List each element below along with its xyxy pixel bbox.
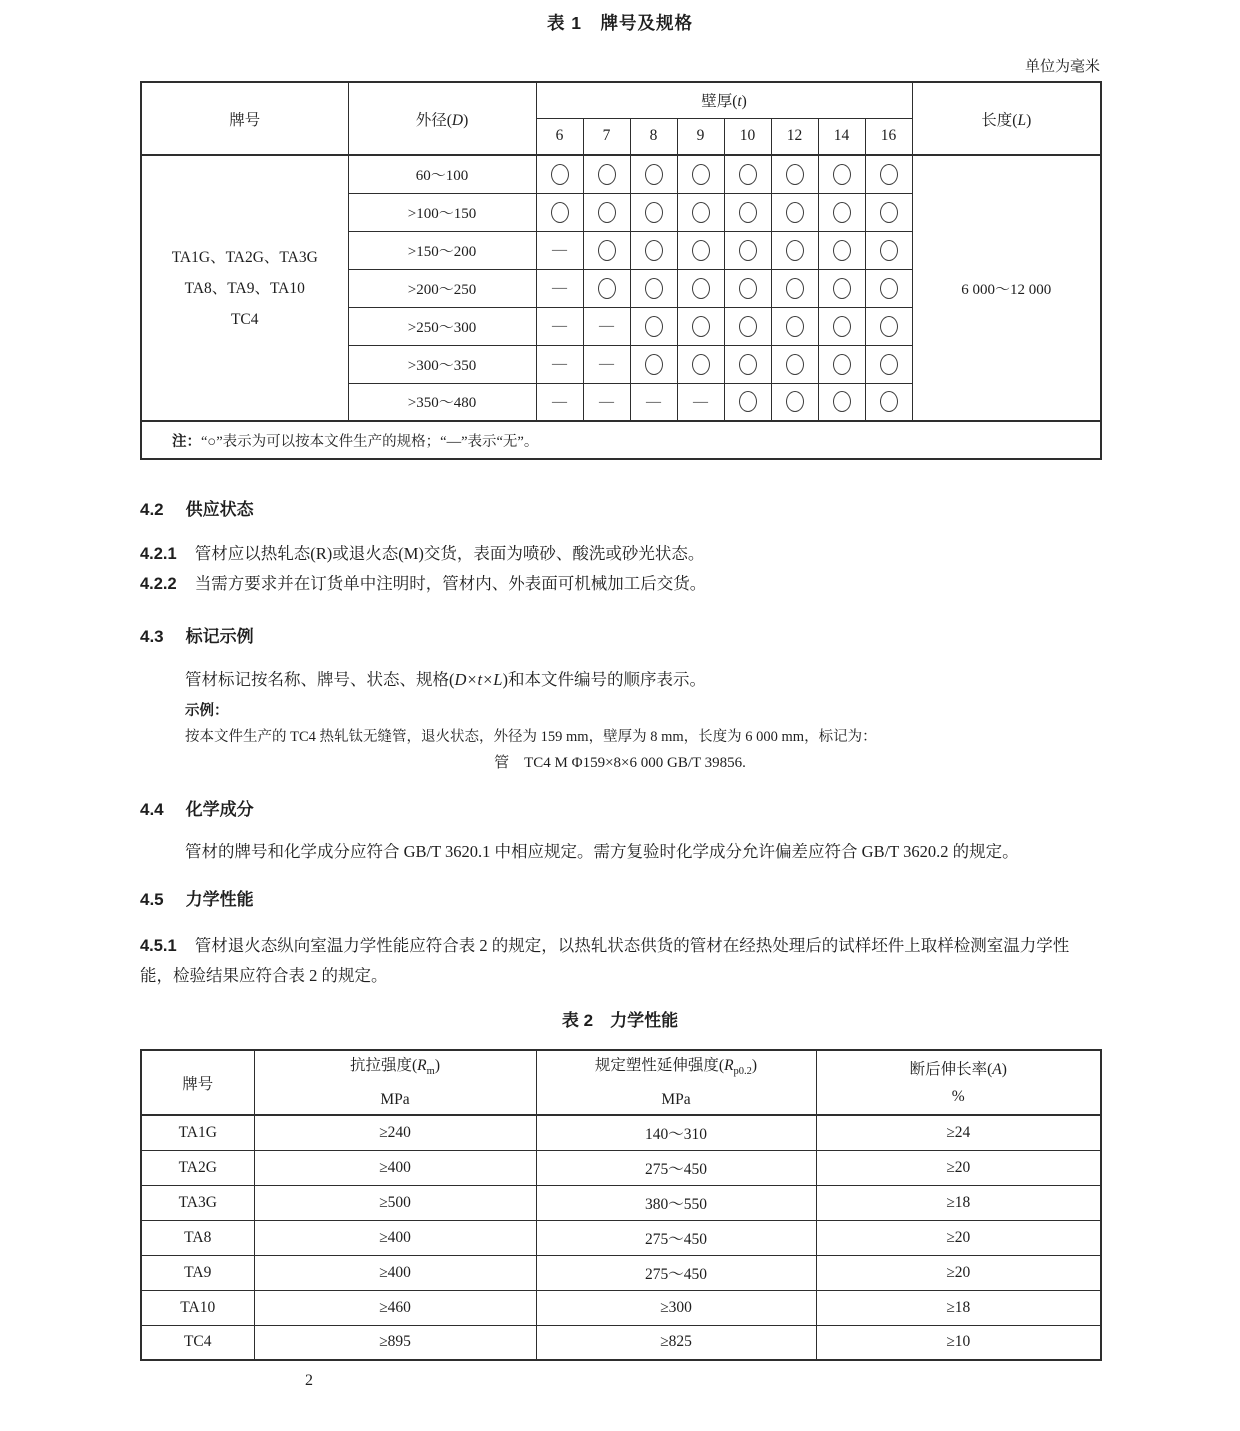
table2-elongation-cell: ≥24 bbox=[816, 1115, 1101, 1150]
table2-tensile-cell: ≥400 bbox=[254, 1220, 536, 1255]
mark-cell bbox=[865, 193, 912, 231]
mark-cell bbox=[724, 155, 771, 193]
table1-note-row bbox=[141, 421, 1101, 459]
header-text: 规定塑性延伸强度( bbox=[594, 1057, 725, 1075]
circle-mark-icon bbox=[598, 278, 616, 299]
table1-row bbox=[141, 155, 1101, 193]
mark-cell bbox=[771, 345, 818, 383]
table2-header-grade: 牌号 bbox=[141, 1050, 254, 1115]
table2-grade-cell: TA1G bbox=[141, 1115, 254, 1150]
circle-mark-icon bbox=[739, 354, 757, 375]
unit-note: 单位为毫米 bbox=[1024, 59, 1100, 75]
grade-line: TA1G、TA2G、TA3G bbox=[171, 248, 318, 266]
diameter-cell: >250～300 bbox=[348, 307, 536, 345]
circle-mark-icon bbox=[645, 164, 663, 185]
table2-elongation-cell: ≥20 bbox=[816, 1255, 1101, 1290]
mark-cell bbox=[724, 231, 771, 269]
mark-cell bbox=[818, 231, 865, 269]
header-line bbox=[255, 1052, 536, 1085]
mark-cell bbox=[630, 155, 677, 193]
clause-number: 4.2.2 bbox=[140, 575, 177, 593]
circle-mark-icon bbox=[786, 202, 804, 223]
mark-cell bbox=[818, 383, 865, 421]
mark-cell bbox=[771, 193, 818, 231]
mark-cell bbox=[724, 269, 771, 307]
table2-tensile-cell: ≥400 bbox=[254, 1255, 536, 1290]
example-text: 按本文件生产的 TC4 热轧钛无缝管，退火状态，外径为 159 mm，壁厚为 8 mm，长度为 6 000 mm，标记为： bbox=[185, 729, 877, 745]
circle-mark-icon bbox=[880, 391, 898, 412]
mark-cell bbox=[818, 155, 865, 193]
proof-strength-subscript: p0.2 bbox=[733, 1066, 752, 1078]
thickness-column-header: 9 bbox=[677, 118, 724, 155]
header-text: ) bbox=[463, 111, 469, 129]
mark-cell bbox=[630, 307, 677, 345]
example-label: 示例： bbox=[185, 703, 229, 719]
mark-cell bbox=[536, 383, 583, 421]
table2-yield-cell: 140～310 bbox=[536, 1115, 816, 1150]
clause-text: 管材应以热轧态(R)或退火态(M)交货，表面为喷砂、酸洗或砂光状态。 bbox=[194, 544, 705, 563]
mark-cell bbox=[771, 231, 818, 269]
mark-cell bbox=[865, 307, 912, 345]
grade-line: TC4 bbox=[230, 310, 259, 328]
unit-label: MPa bbox=[380, 1090, 410, 1108]
note-label: 注： bbox=[172, 433, 201, 450]
clause-4-2-2 bbox=[140, 569, 1100, 599]
mark-cell bbox=[865, 269, 912, 307]
mark-cell bbox=[677, 193, 724, 231]
circle-mark-icon bbox=[645, 202, 663, 223]
section-4-5-heading bbox=[140, 888, 1100, 912]
grade-line: TA8、TA9、TA10 bbox=[184, 279, 305, 297]
page-content bbox=[140, 0, 1100, 1390]
circle-mark-icon bbox=[833, 202, 851, 223]
section-number: 4.5 bbox=[140, 890, 164, 909]
circle-mark-icon bbox=[739, 164, 757, 185]
header-text: ) bbox=[1001, 1060, 1007, 1078]
table2-tensile-cell: ≥240 bbox=[254, 1115, 536, 1150]
diameter-variable: D bbox=[451, 111, 464, 129]
table2-header-tensile-strength bbox=[254, 1050, 536, 1115]
circle-mark-icon bbox=[833, 278, 851, 299]
mark-cell bbox=[583, 193, 630, 231]
dash-mark: — bbox=[599, 393, 614, 410]
section-title: 化学成分 bbox=[185, 800, 254, 819]
circle-mark-icon bbox=[598, 202, 616, 223]
circle-mark-icon bbox=[645, 354, 663, 375]
mark-cell bbox=[630, 345, 677, 383]
header-text: 抗拉强度( bbox=[350, 1057, 418, 1075]
circle-mark-icon bbox=[739, 316, 757, 337]
dash-mark: — bbox=[552, 280, 567, 296]
clause-number: 4.2.1 bbox=[140, 545, 177, 563]
mark-cell bbox=[818, 269, 865, 307]
section-4-3-heading bbox=[140, 625, 1100, 649]
mark-cell bbox=[677, 383, 724, 421]
diameter-cell: >150～200 bbox=[348, 231, 536, 269]
table2-caption: 表 2 力学性能 bbox=[561, 1011, 679, 1030]
page-number: 2 bbox=[305, 1372, 313, 1389]
unit-label: % bbox=[951, 1087, 965, 1105]
mark-cell bbox=[818, 307, 865, 345]
table1-header-outer-diameter bbox=[348, 82, 536, 155]
mark-cell bbox=[865, 383, 912, 421]
dash-mark: — bbox=[693, 393, 708, 410]
mark-cell bbox=[677, 307, 724, 345]
section-title: 供应状态 bbox=[185, 500, 254, 519]
table2-tensile-cell: ≥460 bbox=[254, 1290, 536, 1325]
table2-tensile-cell: ≥500 bbox=[254, 1185, 536, 1220]
table2-yield-cell: 275～450 bbox=[536, 1255, 816, 1290]
mark-cell bbox=[583, 155, 630, 193]
clause-4-5-1 bbox=[140, 931, 1100, 990]
table2-elongation-cell: ≥18 bbox=[816, 1185, 1101, 1220]
table2-yield-cell: 380～550 bbox=[536, 1185, 816, 1220]
thickness-column-header: 7 bbox=[583, 118, 630, 155]
section-number: 4.4 bbox=[140, 800, 164, 819]
table2-yield-cell: 275～450 bbox=[536, 1150, 816, 1185]
length-variable: L bbox=[1017, 111, 1027, 129]
mark-cell bbox=[771, 269, 818, 307]
table2-body bbox=[141, 1115, 1101, 1360]
table1 bbox=[140, 81, 1102, 460]
table2-header-proof-strength bbox=[536, 1050, 816, 1115]
header-text: ) bbox=[741, 93, 747, 111]
mark-cell bbox=[536, 345, 583, 383]
mark-cell bbox=[724, 345, 771, 383]
table2-elongation-cell: ≥20 bbox=[816, 1150, 1101, 1185]
dash-mark: — bbox=[646, 393, 661, 410]
circle-mark-icon bbox=[692, 164, 710, 185]
mark-cell bbox=[536, 231, 583, 269]
header-text: ) bbox=[751, 1057, 758, 1075]
table2-row bbox=[141, 1185, 1101, 1220]
mark-cell bbox=[677, 155, 724, 193]
proof-strength-symbol: R bbox=[724, 1057, 734, 1075]
table1-body bbox=[141, 155, 1101, 421]
circle-mark-icon bbox=[739, 202, 757, 223]
table2-row bbox=[141, 1115, 1101, 1150]
dash-mark: — bbox=[552, 318, 567, 334]
circle-mark-icon bbox=[880, 164, 898, 185]
circle-mark-icon bbox=[786, 240, 804, 261]
section-4-4-heading bbox=[140, 798, 1100, 822]
circle-mark-icon bbox=[692, 354, 710, 375]
header-text: ) bbox=[434, 1057, 440, 1075]
table2-grade-cell: TC4 bbox=[141, 1325, 254, 1360]
mark-cell bbox=[536, 155, 583, 193]
header-text: 长度( bbox=[981, 111, 1018, 129]
diameter-cell: >350～480 bbox=[348, 383, 536, 421]
mark-cell bbox=[536, 269, 583, 307]
circle-mark-icon bbox=[692, 278, 710, 299]
tensile-symbol: R bbox=[417, 1057, 427, 1075]
circle-mark-icon bbox=[645, 240, 663, 261]
mark-cell bbox=[724, 383, 771, 421]
circle-mark-icon bbox=[739, 278, 757, 299]
circle-mark-icon bbox=[786, 391, 804, 412]
circle-mark-icon bbox=[880, 240, 898, 261]
table2 bbox=[140, 1049, 1102, 1361]
header-text: 断后伸长率( bbox=[909, 1060, 993, 1078]
mark-cell bbox=[583, 345, 630, 383]
mark-cell bbox=[630, 269, 677, 307]
table2-grade-cell: TA9 bbox=[141, 1255, 254, 1290]
clause-text: 管材退火态纵向室温力学性能应符合表 2 的规定，以热轧状态供货的管材在经热处理后的试样坯件上取样检测室温力学性能，检验结果应符合表 2 的规定。 bbox=[140, 936, 1070, 985]
dash-mark: — bbox=[552, 242, 567, 258]
diameter-cell: >300～350 bbox=[348, 345, 536, 383]
table2-row bbox=[141, 1325, 1101, 1360]
thickness-column-header: 14 bbox=[818, 118, 865, 155]
table1-header-length bbox=[912, 82, 1101, 155]
table2-grade-cell: TA3G bbox=[141, 1185, 254, 1220]
marking-rule-paragraph bbox=[140, 666, 1100, 694]
section-title: 标记示例 bbox=[185, 627, 254, 646]
mark-cell bbox=[771, 383, 818, 421]
circle-mark-icon bbox=[739, 391, 757, 412]
diameter-cell: >100～150 bbox=[348, 193, 536, 231]
chemical-composition-paragraph: 管材的牌号和化学成分应符合 GB/T 3620.1 中相应规定。需方复验时化学成分允许偏差应符合 GB/T 3620.2 的规定。 bbox=[185, 842, 1019, 861]
dash-mark: — bbox=[599, 356, 614, 372]
section-number: 4.2 bbox=[140, 500, 164, 519]
table1-grade-cell bbox=[141, 155, 348, 421]
mark-cell bbox=[630, 193, 677, 231]
circle-mark-icon bbox=[880, 316, 898, 337]
circle-mark-icon bbox=[833, 240, 851, 261]
mark-cell bbox=[677, 345, 724, 383]
circle-mark-icon bbox=[598, 164, 616, 185]
mark-cell bbox=[630, 383, 677, 421]
table1-note bbox=[141, 421, 1101, 459]
mark-cell bbox=[583, 269, 630, 307]
mark-cell bbox=[865, 155, 912, 193]
tensile-subscript: m bbox=[426, 1066, 435, 1078]
designation-example: 管 TC4 M Φ159×8×6 000 GB/T 39856. bbox=[494, 755, 746, 771]
table2-grade-cell: TA2G bbox=[141, 1150, 254, 1185]
circle-mark-icon bbox=[692, 316, 710, 337]
thickness-column-header: 10 bbox=[724, 118, 771, 155]
thickness-variable: t bbox=[737, 93, 742, 111]
mark-cell bbox=[583, 307, 630, 345]
mark-cell bbox=[724, 307, 771, 345]
circle-mark-icon bbox=[739, 240, 757, 261]
mark-cell bbox=[583, 231, 630, 269]
mark-cell bbox=[771, 155, 818, 193]
clause-number: 4.5.1 bbox=[140, 937, 177, 955]
mark-cell bbox=[865, 231, 912, 269]
table2-row bbox=[141, 1220, 1101, 1255]
circle-mark-icon bbox=[880, 202, 898, 223]
circle-mark-icon bbox=[598, 240, 616, 261]
table2-header-elongation bbox=[816, 1050, 1101, 1115]
thickness-column-header: 16 bbox=[865, 118, 912, 155]
circle-mark-icon bbox=[692, 240, 710, 261]
table1-header-grade: 牌号 bbox=[141, 82, 348, 155]
mark-cell bbox=[583, 383, 630, 421]
circle-mark-icon bbox=[551, 202, 569, 223]
table2-tensile-cell: ≥400 bbox=[254, 1150, 536, 1185]
mark-cell bbox=[536, 193, 583, 231]
header-text: ) bbox=[1026, 111, 1032, 129]
table1-length-cell: 6 000～12 000 bbox=[912, 155, 1101, 421]
circle-mark-icon bbox=[786, 278, 804, 299]
thickness-column-header: 12 bbox=[771, 118, 818, 155]
table2-yield-cell: ≥300 bbox=[536, 1290, 816, 1325]
dash-mark: — bbox=[552, 356, 567, 372]
table2-elongation-cell: ≥10 bbox=[816, 1325, 1101, 1360]
dash-mark: — bbox=[599, 318, 614, 334]
header-text: 壁厚( bbox=[701, 93, 738, 111]
section-title: 力学性能 bbox=[185, 890, 254, 909]
circle-mark-icon bbox=[833, 164, 851, 185]
note-text: “○”表示为可以按本文件生产的规格；“—”表示“无”。 bbox=[201, 433, 539, 450]
table1-caption: 表 1 牌号及规格 bbox=[546, 13, 694, 33]
circle-mark-icon bbox=[786, 354, 804, 375]
header-text: 外径( bbox=[415, 111, 452, 129]
mark-cell bbox=[677, 231, 724, 269]
unit-label: MPa bbox=[661, 1090, 691, 1108]
table2-row bbox=[141, 1255, 1101, 1290]
table2-tensile-cell: ≥895 bbox=[254, 1325, 536, 1360]
table2-row bbox=[141, 1150, 1101, 1185]
circle-mark-icon bbox=[786, 164, 804, 185]
circle-mark-icon bbox=[645, 316, 663, 337]
circle-mark-icon bbox=[551, 164, 569, 185]
mark-cell bbox=[677, 269, 724, 307]
dash-mark: — bbox=[552, 393, 567, 410]
circle-mark-icon bbox=[786, 316, 804, 337]
mark-cell bbox=[818, 345, 865, 383]
elongation-symbol: A bbox=[992, 1060, 1002, 1078]
circle-mark-icon bbox=[692, 202, 710, 223]
table2-elongation-cell: ≥20 bbox=[816, 1220, 1101, 1255]
mark-cell bbox=[536, 307, 583, 345]
mark-cell bbox=[771, 307, 818, 345]
table2-yield-cell: ≥825 bbox=[536, 1325, 816, 1360]
mark-cell bbox=[630, 231, 677, 269]
section-number: 4.3 bbox=[140, 627, 164, 646]
table2-row bbox=[141, 1290, 1101, 1325]
circle-mark-icon bbox=[833, 354, 851, 375]
diameter-cell: 60～100 bbox=[348, 155, 536, 193]
circle-mark-icon bbox=[880, 354, 898, 375]
table2-elongation-cell: ≥18 bbox=[816, 1290, 1101, 1325]
clause-text: 当需方要求并在订货单中注明时，管材内、外表面可机械加工后交货。 bbox=[194, 574, 707, 593]
table2-grade-cell: TA8 bbox=[141, 1220, 254, 1255]
section-4-2-heading bbox=[140, 498, 1100, 522]
mark-cell bbox=[818, 193, 865, 231]
paragraph-text: 管材标记按名称、牌号、状态、规格( bbox=[185, 670, 455, 689]
header-line bbox=[537, 1052, 816, 1085]
thickness-column-header: 6 bbox=[536, 118, 583, 155]
thickness-column-header: 8 bbox=[630, 118, 677, 155]
paragraph-text: )和本文件编号的顺序表示。 bbox=[502, 670, 706, 689]
circle-mark-icon bbox=[833, 316, 851, 337]
clause-4-2-1 bbox=[140, 539, 1100, 569]
table1-header-wall-thickness bbox=[536, 82, 912, 118]
diameter-cell: >200～250 bbox=[348, 269, 536, 307]
circle-mark-icon bbox=[833, 391, 851, 412]
table2-grade-cell: TA10 bbox=[141, 1290, 254, 1325]
mark-cell bbox=[724, 193, 771, 231]
header-line bbox=[817, 1056, 1101, 1083]
spec-variables: D×t×L bbox=[454, 670, 503, 689]
circle-mark-icon bbox=[880, 278, 898, 299]
circle-mark-icon bbox=[645, 278, 663, 299]
table2-yield-cell: 275～450 bbox=[536, 1220, 816, 1255]
mark-cell bbox=[865, 345, 912, 383]
